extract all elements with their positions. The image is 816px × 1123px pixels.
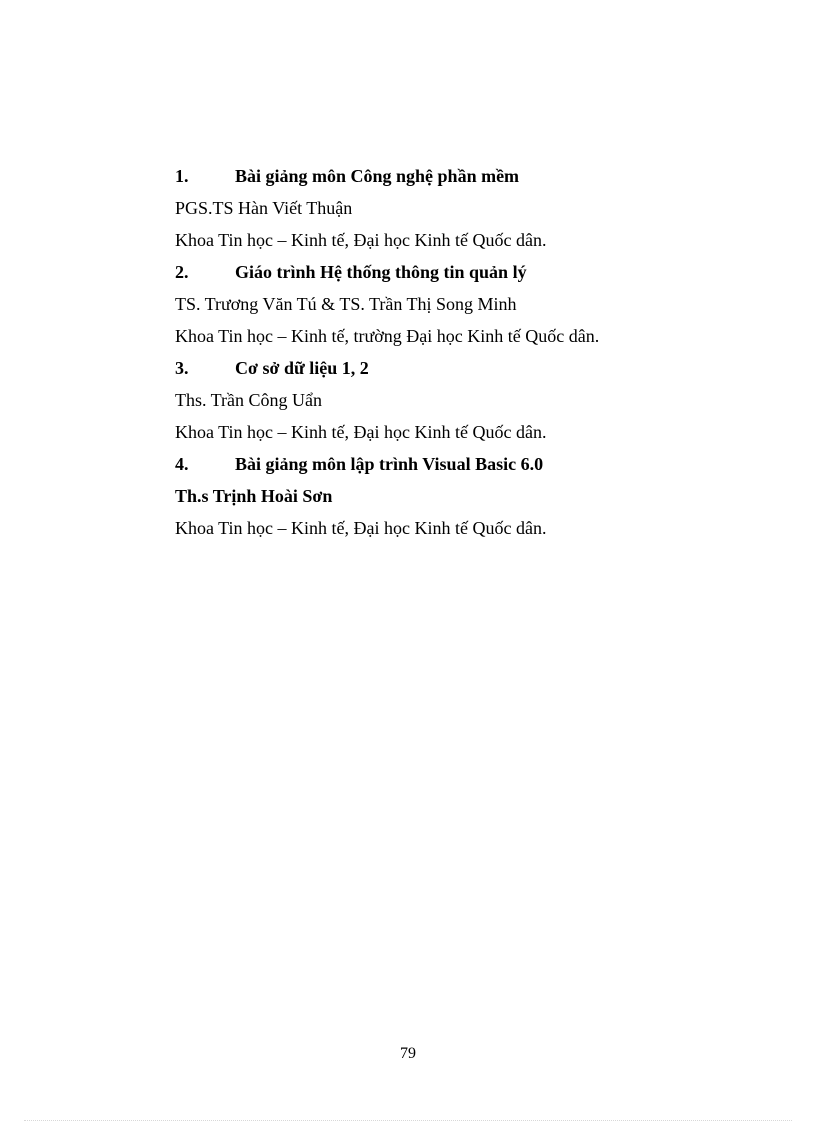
reference-affiliation: Khoa Tin học – Kinh tế, trường Đại học Kinh tế Quốc dân. <box>175 326 600 346</box>
reference-list <box>175 162 735 546</box>
reference-title: Bài giảng môn lập trình Visual Basic 6.0 <box>235 454 544 474</box>
page-number: 79 <box>400 1045 416 1062</box>
reference-heading-1 <box>175 162 735 194</box>
reference-number: 3. <box>175 358 189 378</box>
reference-affiliation: Khoa Tin học – Kinh tế, Đại học Kinh tế Quốc dân. <box>175 230 547 250</box>
reference-title: Cơ sở dữ liệu 1, 2 <box>235 358 369 378</box>
reference-heading-3 <box>175 354 735 386</box>
reference-author: TS. Trương Văn Tú & TS. Trần Thị Song Minh <box>175 294 517 314</box>
reference-author: PGS.TS Hàn Viết Thuận <box>175 198 353 218</box>
reference-number: 1. <box>175 166 189 186</box>
page-bottom-divider <box>24 1120 792 1121</box>
reference-author: Th.s Trịnh Hoài Sơn <box>175 486 333 506</box>
reference-affiliation: Khoa Tin học – Kinh tế, Đại học Kinh tế Quốc dân. <box>175 518 547 538</box>
reference-title: Giáo trình Hệ thống thông tin quản lý <box>235 262 527 282</box>
reference-heading-4 <box>175 450 735 482</box>
reference-affiliation: Khoa Tin học – Kinh tế, Đại học Kinh tế Quốc dân. <box>175 422 547 442</box>
reference-heading-2 <box>175 258 735 290</box>
reference-number: 2. <box>175 262 189 282</box>
reference-number: 4. <box>175 454 189 474</box>
reference-author: Ths. Trần Công Uẩn <box>175 390 323 410</box>
reference-title: Bài giảng môn Công nghệ phần mềm <box>235 166 520 186</box>
